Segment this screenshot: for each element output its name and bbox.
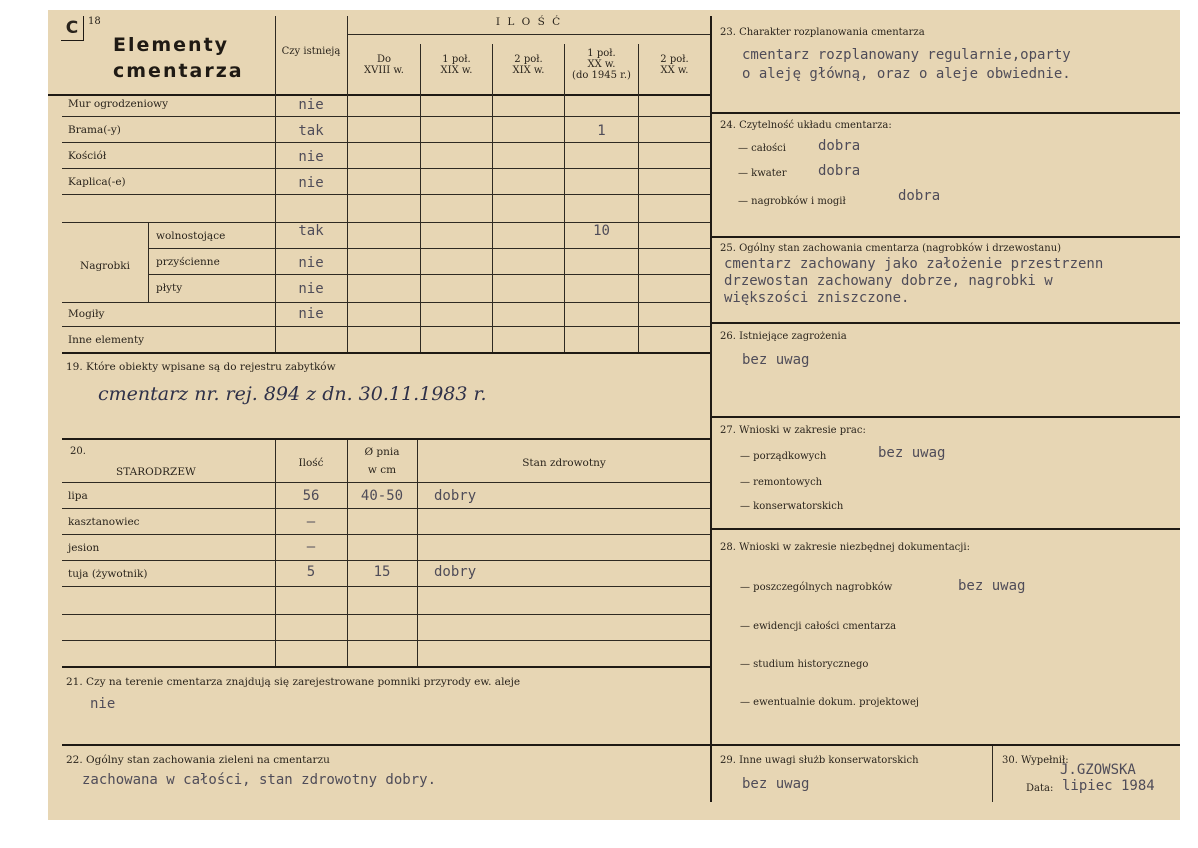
- s27-item-remontowych-label: — remontowych: [740, 477, 823, 488]
- element-label-kaplica: Kaplica(-e): [68, 176, 126, 188]
- s24-item-kwater-value: dobra: [818, 163, 861, 179]
- s23-line1: cmentarz rozplanowany regularnie,oparty: [742, 47, 1071, 63]
- s28-item-nagrobkow-value: bez uwag: [958, 578, 1026, 594]
- section-title-line2: cmentarza: [113, 60, 244, 82]
- period-5-line1: 2 poł.: [660, 54, 689, 65]
- nagrobki-label-plyty: płyty: [156, 282, 183, 294]
- element-label-kosciol: Kościół: [68, 150, 107, 162]
- record-card: [48, 10, 1198, 820]
- tree-count-tuja: 5: [306, 564, 316, 580]
- element-exists-brama: tak: [298, 123, 324, 139]
- tree-name-tuja: tuja (żywotnik): [68, 568, 148, 580]
- period-1-line1: Do: [376, 54, 392, 65]
- s30-label: 30. Wypełnił:: [1002, 755, 1069, 766]
- nagrobki-label-przyscienne: przyścienne: [156, 256, 220, 268]
- nagrobki-label: Nagrobki: [80, 260, 130, 272]
- tree-name-jesion: jesion: [68, 542, 100, 554]
- s19-value: cmentarz nr. rej. 894 z dn. 30.11.1983 r.: [98, 383, 487, 405]
- s23-label: 23. Charakter rozplanowania cmentarza: [720, 27, 925, 38]
- element-exists-mur: nie: [298, 97, 324, 113]
- s27-item-porzadkowych-label: — porządkowych: [740, 451, 827, 462]
- s21-label: 21. Czy na terenie cmentarza znajdują się zarejestrowane pomniki przyrody ew. aleje: [66, 676, 521, 688]
- tree-diameter-lipa: 40-50: [360, 488, 404, 504]
- element-label-mur: Mur ogrodzeniowy: [68, 98, 169, 110]
- s24-item-calosci-label: — całości: [738, 143, 786, 154]
- s20-col-pnia1: Ø pnia: [364, 446, 400, 458]
- tree-health-tuja: dobry: [434, 564, 477, 580]
- nagrobki-label-wolnostojace: wolnostojące: [156, 230, 226, 242]
- s22-label: 22. Ogólny stan zachowania zieleni na cmentarzu: [66, 754, 330, 766]
- corner-number: 18: [88, 16, 101, 27]
- element-exists-kosciol: nie: [298, 149, 324, 165]
- tree-name-kasztanowiec: kasztanowiec: [68, 516, 140, 528]
- tree-name-lipa: lipa: [68, 490, 88, 502]
- element-label-mogily: Mogiły: [68, 308, 105, 320]
- tree-diameter-tuja: 15: [373, 564, 391, 580]
- tree-count-jesion: –: [306, 539, 316, 555]
- s25-line3: większości zniszczone.: [724, 290, 910, 306]
- period-2-line1: 1 poł.: [442, 54, 471, 65]
- tree-count-kasztanowiec: –: [306, 514, 316, 530]
- s24-item-nagrobkow-value: dobra: [898, 188, 941, 204]
- s25-label: 25. Ogólny stan zachowania cmentarza (nagrobków i drzewostanu): [720, 243, 1062, 254]
- nagrobki-exists-przyscienne: nie: [298, 255, 324, 271]
- col-exists-header: Czy istnieją: [281, 46, 341, 57]
- corner-letter: C: [61, 16, 84, 41]
- s20-col-stan: Stan zdrowotny: [522, 457, 606, 469]
- s30-date: lipiec 1984: [1062, 778, 1155, 794]
- s20-title: STARODRZEW: [116, 466, 196, 478]
- s30-date-label: Data:: [1026, 783, 1054, 794]
- period-4-line2: XX w.: [587, 59, 616, 70]
- s27-item-konserwatorskich-label: — konserwatorskich: [740, 501, 844, 512]
- period-4-line1: 1 poł.: [587, 48, 616, 59]
- nagrobki-exists-plyty: nie: [298, 281, 324, 297]
- s30-name: J.GZOWSKA: [1060, 762, 1136, 778]
- s25-line1: cmentarz zachowany jako założenie przestrzenn: [724, 256, 1104, 272]
- s24-label: 24. Czytelność układu cmentarza:: [720, 120, 892, 131]
- s29-label: 29. Inne uwagi służb konserwatorskich: [720, 755, 919, 766]
- s20-number: 20.: [70, 446, 86, 457]
- s19-label: 19. Które obiekty wpisane są do rejestru zabytków: [66, 361, 336, 373]
- element-label-inne: Inne elementy: [68, 334, 145, 346]
- period-4-line3: (do 1945 r.): [572, 70, 631, 81]
- s20-col-pnia2: w cm: [367, 464, 397, 476]
- s24-item-calosci-value: dobra: [818, 138, 861, 154]
- s22-value: zachowana w całości, stan zdrowotny dobry.: [82, 772, 437, 788]
- nagrobki-exists-wolnostojace: tak: [298, 223, 324, 239]
- nagrobki-count-wolnostojace: 10: [593, 223, 610, 239]
- s27-label: 27. Wnioski w zakresie prac:: [720, 425, 866, 436]
- s28-item-nagrobkow-label: — poszczególnych nagrobków: [740, 582, 893, 593]
- s28-label: 28. Wnioski w zakresie niezbędnej dokumentacji:: [720, 542, 970, 553]
- s25-line2: drzewostan zachowany dobrze, nagrobki w: [724, 273, 1053, 289]
- period-2-line2: XIX w.: [440, 65, 473, 76]
- s20-col-ilosc: Ilość: [298, 457, 324, 469]
- s28-item-projektowej-label: — ewentualnie dokum. projektowej: [740, 697, 920, 708]
- s21-value: nie: [90, 696, 116, 712]
- s28-item-studium-label: — studium historycznego: [740, 659, 869, 670]
- tree-health-lipa: dobry: [434, 488, 477, 504]
- s24-item-kwater-label: — kwater: [738, 168, 787, 179]
- element-count-brama: 1: [597, 123, 606, 139]
- section-title-line1: Elementy: [113, 34, 230, 56]
- ilosc-header: I L O Ś Ć: [495, 16, 563, 28]
- s29-value: bez uwag: [742, 776, 810, 792]
- period-5-line2: XX w.: [660, 65, 689, 76]
- element-exists-kaplica: nie: [298, 175, 324, 191]
- period-3-line1: 2 poł.: [514, 54, 543, 65]
- s24-item-nagrobkow-label: — nagrobków i mogił: [738, 196, 846, 207]
- s23-line2: o aleję główną, oraz o aleje obwiednie.: [742, 66, 1071, 82]
- element-exists-mogily: nie: [298, 306, 324, 322]
- tree-count-lipa: 56: [302, 488, 320, 504]
- element-label-brama: Brama(-y): [68, 124, 121, 136]
- period-1-line2: XVIII w.: [364, 65, 404, 76]
- s26-label: 26. Istniejące zagrożenia: [720, 331, 847, 342]
- period-3-line2: XIX w.: [512, 65, 545, 76]
- s28-item-ewidencji-label: — ewidencji całości cmentarza: [740, 621, 897, 632]
- s26-value: bez uwag: [742, 352, 810, 368]
- s27-item-porzadkowych-value: bez uwag: [878, 445, 946, 461]
- scan-margin: [1180, 0, 1198, 848]
